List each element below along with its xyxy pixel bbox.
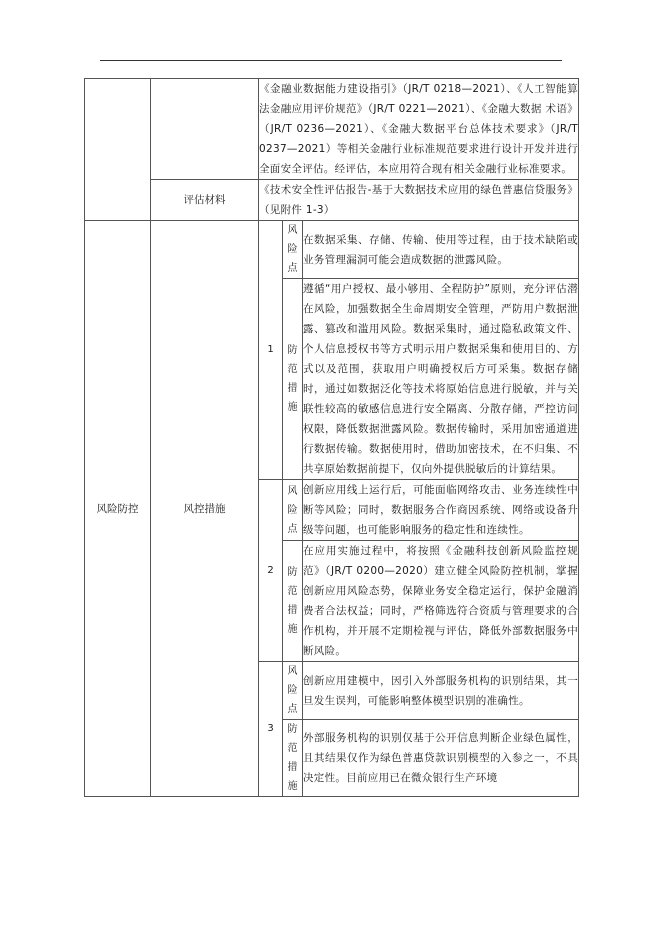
measure-label-1: 防范措施 <box>283 279 303 480</box>
evaluation-label: 评估材料 <box>151 180 259 221</box>
measure-text-2: 在应用实施过程中，将按照《金融科技创新风险监控规范》（JR/T 0200—2020）建立健全风险防控机制，掌握创新应用风险态势，保障业务安全稳定运行，保护金融消费者合法权益；同时，严格筛选符合资质与管理要求的合作机构，并开展不定期检视与评估，降低外部数据服务中断风险。 <box>303 541 579 662</box>
standards-text: 《金融业数据能力建设指引》（JR/T 0218—2021）、《人工智能算法金融应用评价规范》（JR/T 0221—2021）、《金融大数据 术语》（JR/T 0236—2021）、《金融大数据平台总体技术要求》（JR/T 0237—2021）等相关金融行业标准规范要求进行设计开发并进行全面安全评估。经评估，本应用符合现有相关金融行业标准要求。 <box>259 79 579 180</box>
document-table <box>84 78 579 797</box>
empty-category-cell <box>85 79 151 221</box>
header-rule <box>100 60 562 61</box>
risk-subcategory-cell: 风控措施 <box>151 221 259 797</box>
risk-row-1-point <box>85 221 579 279</box>
measure-text-3: 外部服务机构的识别仅基于公开信息判断企业绿色属性，且其结果仅作为绿色普惠贷款识别模型的入参之一，不具决定性。目前应用已在微众银行生产环境 <box>303 720 579 797</box>
item-index-2: 2 <box>259 480 283 662</box>
risk-category-cell: 风险防控 <box>85 221 151 797</box>
item-index-3: 3 <box>259 662 283 797</box>
risk-text-2: 创新应用线上运行后，可能面临网络攻击、业务连续性中断等风险；同时，数据服务合作商因系统、网络或设备升级等问题，也可能影响服务的稳定性和连续性。 <box>303 480 579 541</box>
risk-text-1: 在数据采集、存储、传输、使用等过程，由于技术缺陷或业务管理漏洞可能会造成数据的泄露风险。 <box>303 221 579 279</box>
evaluation-text: 《技术安全性评估报告-基于大数据技术应用的绿色普惠信贷服务》（见附件 1-3） <box>259 180 579 221</box>
empty-subcategory-cell <box>151 79 259 180</box>
measure-label-3: 防范措施 <box>283 720 303 797</box>
item-index-1: 1 <box>259 221 283 480</box>
measure-text-1: 遵循“用户授权、最小够用、全程防护”原则，充分评估潜在风险，加强数据全生命周期安全管理，严防用户数据泄露、篡改和滥用风险。数据采集时，通过隐私政策文件、个人信息授权书等方式明示用户数据采集和使用目的、方式以及范围，获取用户明确授权后方可采集。数据存储时，通过如数据泛化等技术将原始信息进行脱敏，并与关联性较高的敏感信息进行安全隔离、分散存储，严控访问权限，降低数据泄露风险。数据传输时，采用加密通道进行数据传输。数据使用时，借助加密技术，在不归集、不共享原始数据前提下，仅向外提供脱敏后的计算结果。 <box>303 279 579 480</box>
risk-point-label-3: 风险点 <box>283 662 303 720</box>
evaluation-row <box>85 180 579 221</box>
risk-point-label-2: 风险点 <box>283 480 303 541</box>
standards-row <box>85 79 579 180</box>
risk-text-3: 创新应用建模中，因引入外部服务机构的识别结果，其一旦发生误判，可能影响整体模型识别的准确性。 <box>303 662 579 720</box>
risk-point-label-1: 风险点 <box>283 221 303 279</box>
measure-label-2: 防范措施 <box>283 541 303 662</box>
